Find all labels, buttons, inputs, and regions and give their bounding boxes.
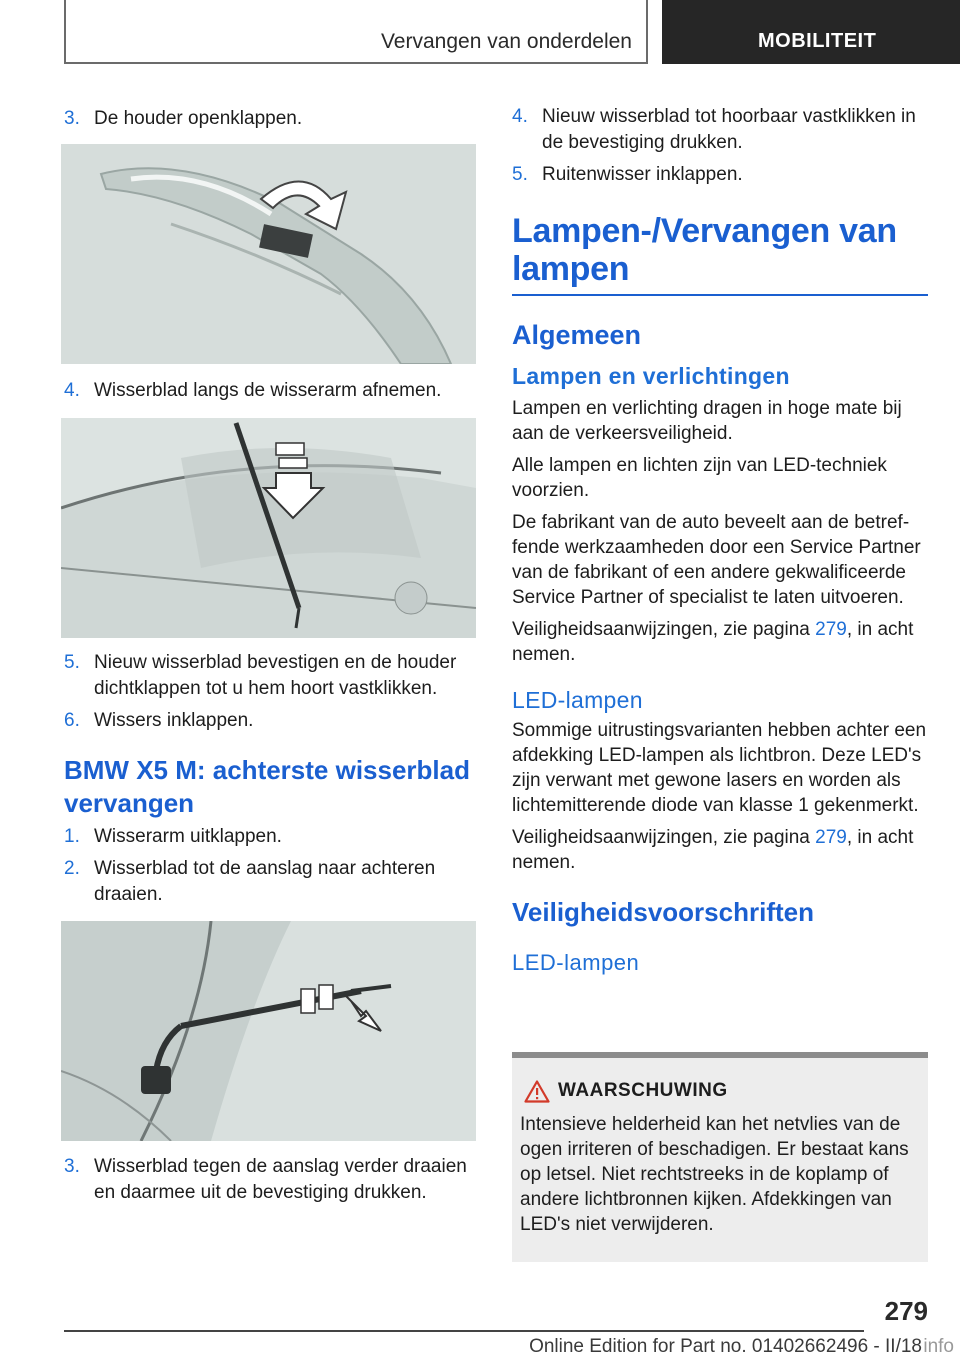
step-6: 6. Wissers inklappen. bbox=[64, 710, 254, 731]
footer-edition: Online Edition for Part no. 01402662496 - II/18 bbox=[529, 1336, 922, 1357]
main-heading: Lampen-/Vervangen van lampen bbox=[512, 212, 897, 288]
safety-heading: Veiligheidsvoorschriften bbox=[512, 897, 814, 927]
header-section-box bbox=[64, 0, 648, 64]
rear-step-2: 2. Wisserblad tot de aanslag naar achteren draaien. bbox=[64, 858, 436, 905]
step-4: 4. Wisserblad langs de wisserarm afnemen. bbox=[64, 380, 442, 401]
step-3: 3. De houder openklappen. bbox=[64, 108, 303, 129]
figure-windshield-wiper bbox=[61, 418, 476, 638]
header-section-title: Vervangen van onderdelen bbox=[380, 30, 632, 53]
page-link[interactable]: 279 bbox=[815, 619, 847, 640]
paragraph-2: Alle lampen en lichten zijn van LED-techniek voorzien. bbox=[512, 455, 887, 501]
step-5: 5. Nieuw wisserblad bevestigen en de houder dichtklappen tot u hem hoort vastklikken. bbox=[64, 652, 457, 699]
rear-step-3: 3. Wisserblad tegen de aanslag verder draaien en daarmee uit de bevestiging drukken. bbox=[64, 1156, 467, 1203]
rear-step-1: 1. Wisserarm uitklappen. bbox=[64, 826, 282, 847]
heading-rule bbox=[512, 294, 928, 296]
page-number: 279 bbox=[884, 1296, 928, 1326]
lampen-heading: Lampen en verlichtingen bbox=[512, 363, 790, 389]
figure-wiper-holder bbox=[61, 144, 476, 364]
header-chapter-box bbox=[662, 0, 960, 64]
figure-rear-wiper bbox=[61, 921, 476, 1141]
page-link[interactable]: 279 bbox=[815, 827, 847, 848]
paragraph-6: Veiligheidsaanwijzingen, zie pagina 279, in acht nemen. bbox=[512, 827, 914, 873]
right-column bbox=[512, 104, 928, 976]
paragraph-1: Lampen en verlichting dragen in hoge mate bij aan de verkeersveiligheid. bbox=[512, 398, 902, 444]
paragraph-3: De fabrikant van de auto beveelt aan de betreffende werkzaamheden door een Service Partner van de fabrikant of een andere gekwalificeerde Service Partner of specialist te laten uitvoeren. bbox=[512, 512, 921, 608]
right-step-5: 5. Ruitenwisser inklappen. bbox=[512, 164, 743, 185]
footer-watermark: info bbox=[923, 1336, 954, 1357]
warning-text: Intensieve helderheid kan het netvlies van de ogen irriteren of beschadigen. Er bestaat kans op letsel. Niet rechtstreeks in de koplamp of andere lichtbronnen kijken. Afdekkingen van LED's niet verwijderen. bbox=[520, 1114, 909, 1235]
algemeen-heading: Algemeen bbox=[512, 320, 642, 350]
paragraph-4: Veiligheidsaanwijzingen, zie pagina 279, in acht nemen. bbox=[512, 619, 914, 665]
led-heading-2: LED-lampen bbox=[512, 950, 640, 975]
warning-title: WAARSCHUWING bbox=[558, 1080, 728, 1101]
warning-box bbox=[512, 1052, 928, 1262]
right-step-4: 4. Nieuw wisserblad tot hoorbaar vastklikken in de bevestiging drukken. bbox=[512, 106, 916, 153]
paragraph-5: Sommige uitrustingsvarianten hebben achter een afdekking LED-lampen als lichtbron. Deze LED's zijn verwant met gewone lasers en worden als lichtemitterende diode van klasse 1 gekenmerkt. bbox=[512, 720, 927, 816]
warning-triangle-icon bbox=[524, 1080, 550, 1103]
header-chapter-title: MOBILITEIT bbox=[758, 30, 877, 52]
rear-wiper-heading: BMW X5 M: achterste wisserblad vervangen bbox=[64, 755, 470, 818]
footer-rule bbox=[64, 1330, 864, 1332]
led-heading: LED-lampen bbox=[512, 687, 643, 713]
